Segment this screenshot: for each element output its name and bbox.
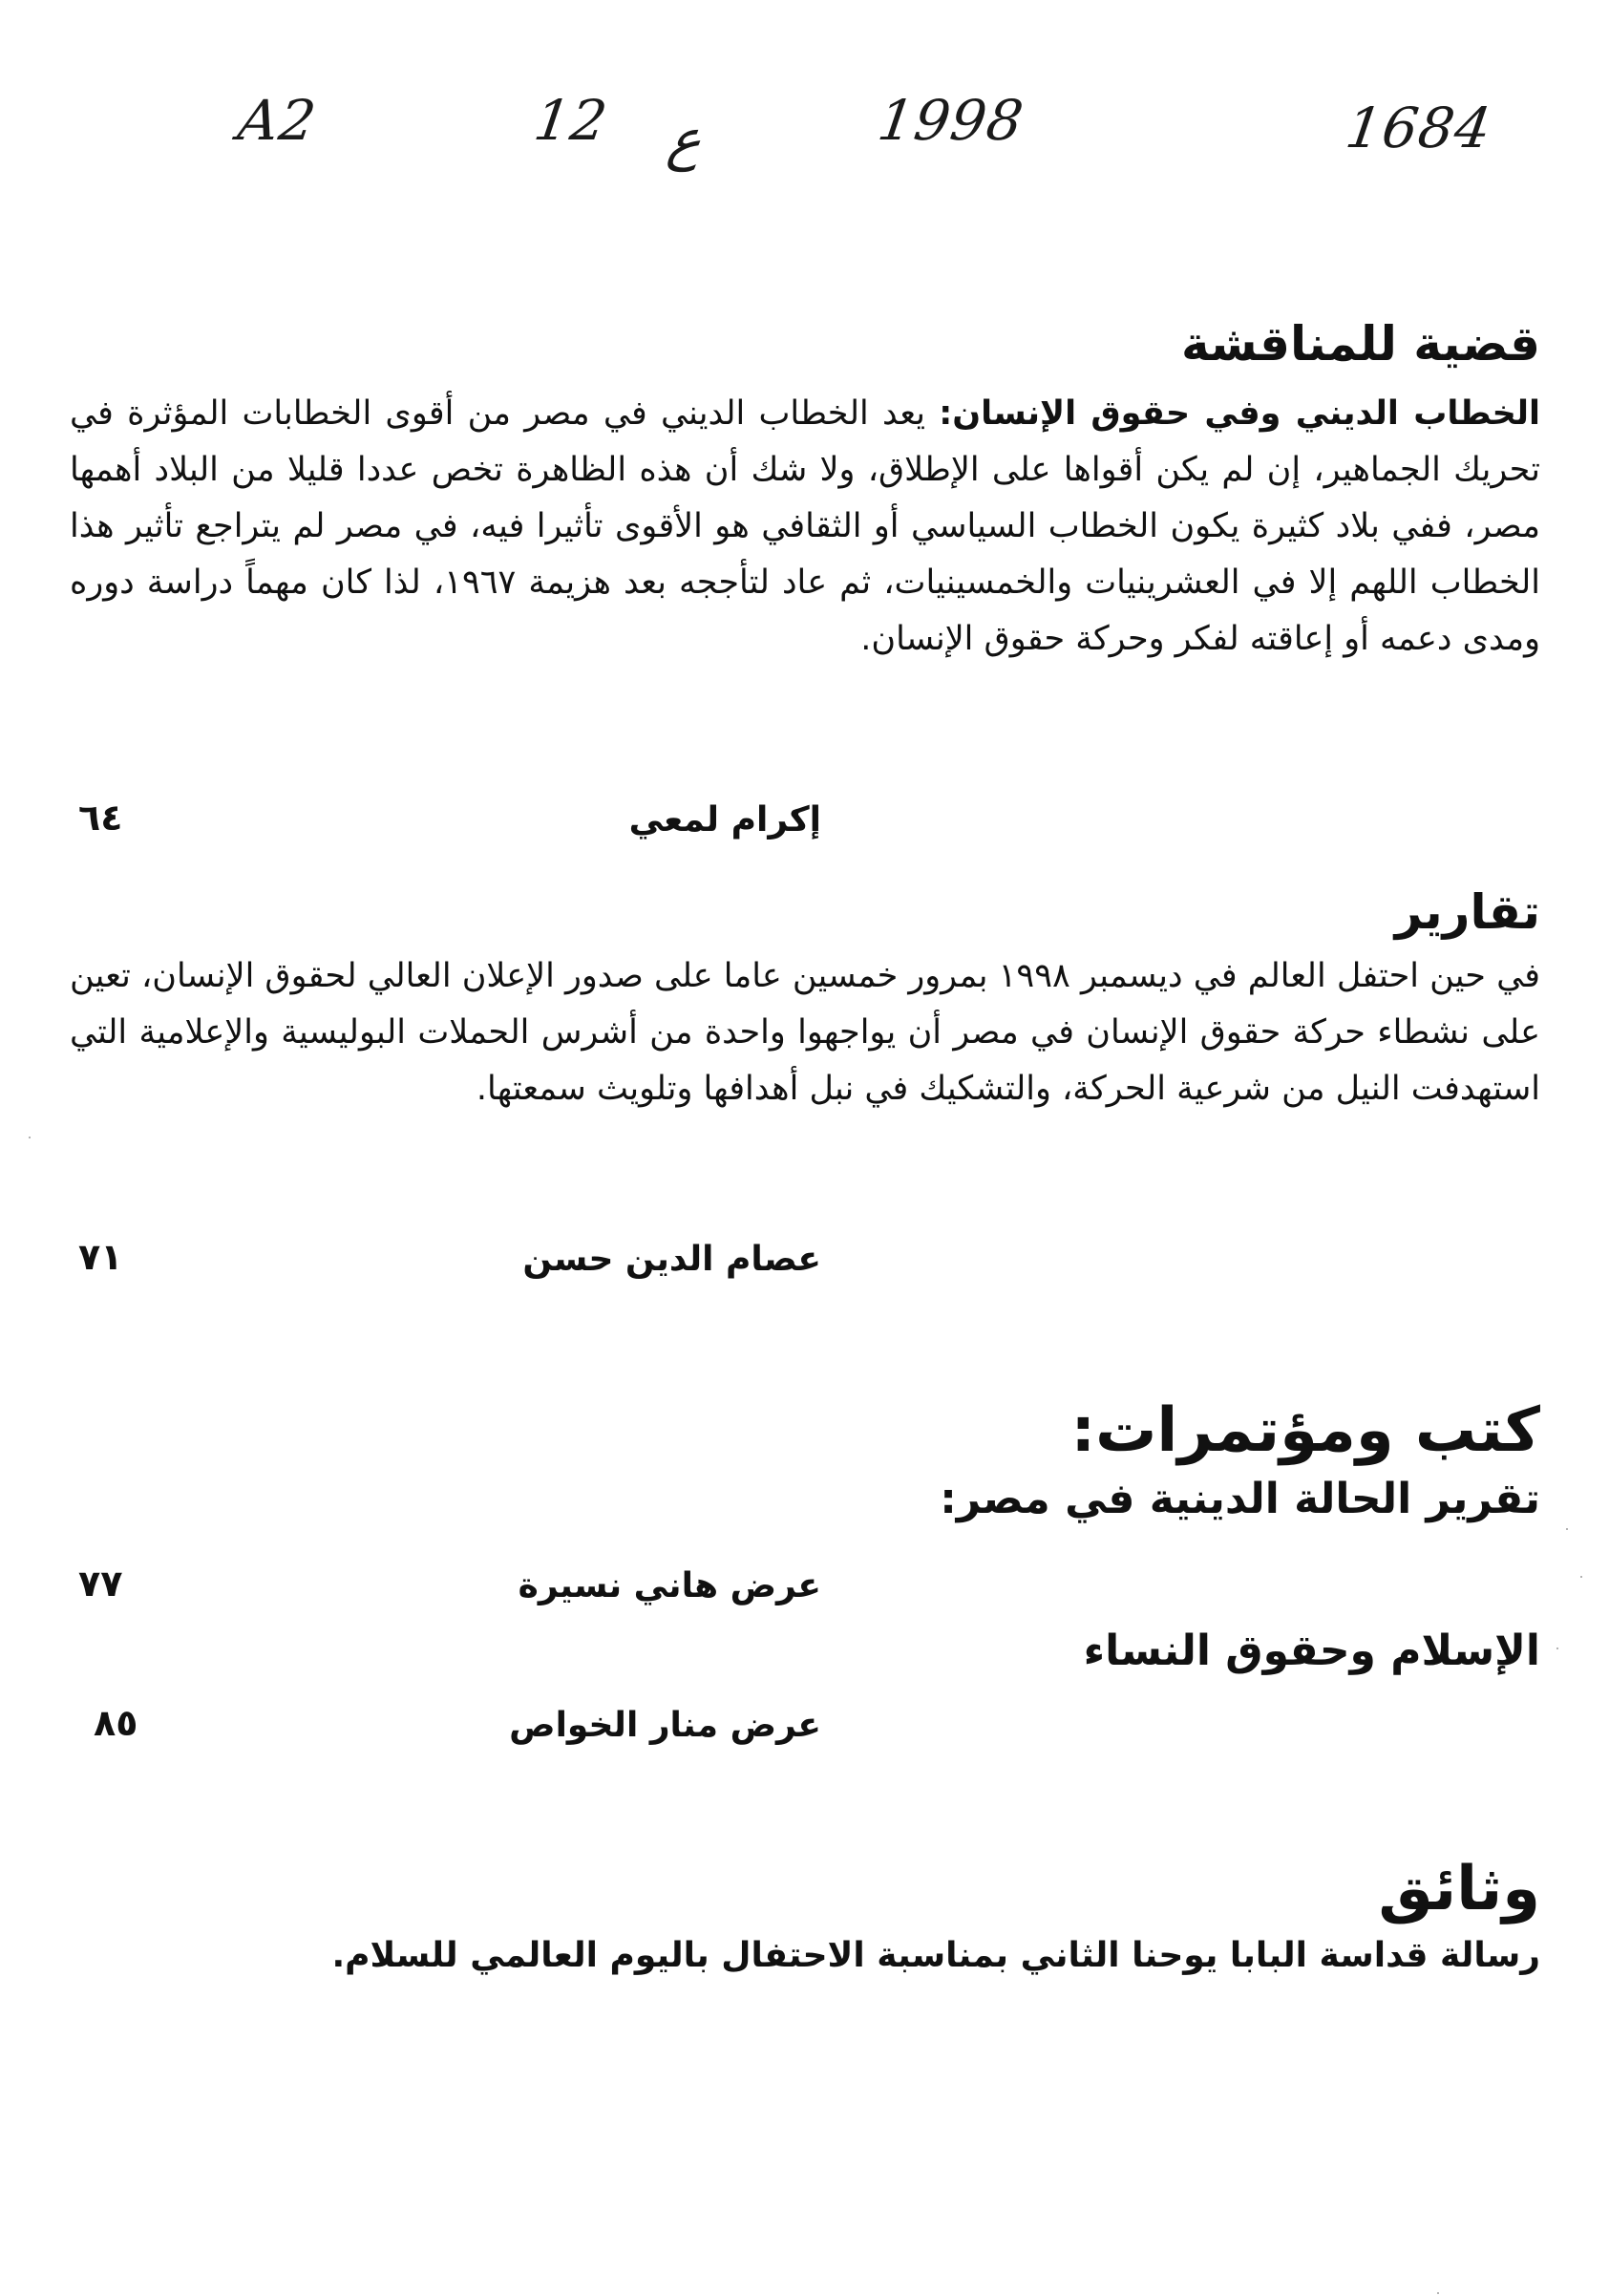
books-item1-reviewer: عرض هاني نسيرة — [518, 1566, 821, 1605]
handwritten-year: 1998 — [874, 88, 1028, 153]
scan-speck — [1556, 1648, 1558, 1649]
reports-page-number: ٧١ — [78, 1236, 123, 1278]
documents-title: وثائق — [1378, 1854, 1540, 1924]
discussion-body: يعد الخطاب الديني في مصر من أقوى الخطابات المؤثرة في تحريك الجماهير، إن لم يكن أقواها على الإطلاق، ولا شك أن هذه الظاهرة تخص عددا قليلا من البلاد أهمها مصر، ففي بلاد كثيرة يكون الخطاب السياسي أو الثقافي هو الأقوى تأثيرا فيه، في مصر لم يتراجع تأثير هذا الخطاب اللهم إلا في العشرينيات والخمسينيات، ثم عاد لتأججه بعد هزيمة ١٩٦٧، لذا كان مهماً دراسة دوره ومدى دعمه أو إعاقته لفكر وحركة حقوق الإنسان. — [70, 394, 1540, 658]
handwritten-mark-ain: ع — [664, 107, 707, 172]
books-item1-title: تقرير الحالة الدينية في مصر: — [940, 1474, 1540, 1523]
books-title: كتب ومؤتمرات: — [1070, 1395, 1540, 1466]
handwritten-mark-12: 12 — [530, 88, 612, 153]
discussion-title: قضية للمناقشة — [1181, 316, 1540, 372]
reports-title: تقارير — [1394, 884, 1540, 940]
reports-section — [70, 883, 1540, 1117]
discussion-section — [70, 315, 1540, 668]
books-item2 — [70, 1624, 1540, 1678]
books-item1-page-number: ٧٧ — [78, 1563, 123, 1605]
handwritten-mark-a2: A2 — [234, 88, 321, 153]
reports-paragraph: في حين احتفل العالم في ديسمبر ١٩٩٨ بمرور خمسين عاما على صدور الإعلان العالي لحقوق الإنسان، تعين على نشطاء حركة حقوق الإنسان في مصر أن يواجهوا واحدة من أشرس الحملات البوليسية والإعلامية التي استهدفت النيل من شرعية الحركة، والتشكيك في نبل أهدافها وتلويث سمعتها. — [70, 957, 1540, 1108]
documents-item1: رسالة قداسة البابا يوحنا الثاني بمناسبة الاحتفال باليوم العالمي للسلام. — [331, 1935, 1540, 1975]
reports-author: عصام الدين حسن — [522, 1240, 821, 1279]
discussion-page-number: ٦٤ — [78, 797, 123, 839]
books-item2-reviewer: عرض منار الخواص — [509, 1706, 821, 1745]
books-item2-page-number: ٨٥ — [94, 1702, 138, 1744]
scan-speck — [1437, 2292, 1439, 2294]
scan-speck — [29, 1137, 31, 1138]
scan-speck — [1580, 1576, 1582, 1578]
discussion-author: إكرام لمعي — [628, 800, 821, 840]
books-item2-title: الإسلام وحقوق النساء — [1083, 1626, 1540, 1675]
books-section — [70, 1394, 1540, 1526]
scan-speck — [1566, 1528, 1568, 1530]
discussion-paragraph — [70, 386, 1540, 668]
discussion-lead: الخطاب الديني وفي حقوق الإنسان: — [939, 394, 1540, 433]
documents-section — [70, 1853, 1540, 1975]
handwritten-number: 1684 — [1342, 96, 1496, 160]
